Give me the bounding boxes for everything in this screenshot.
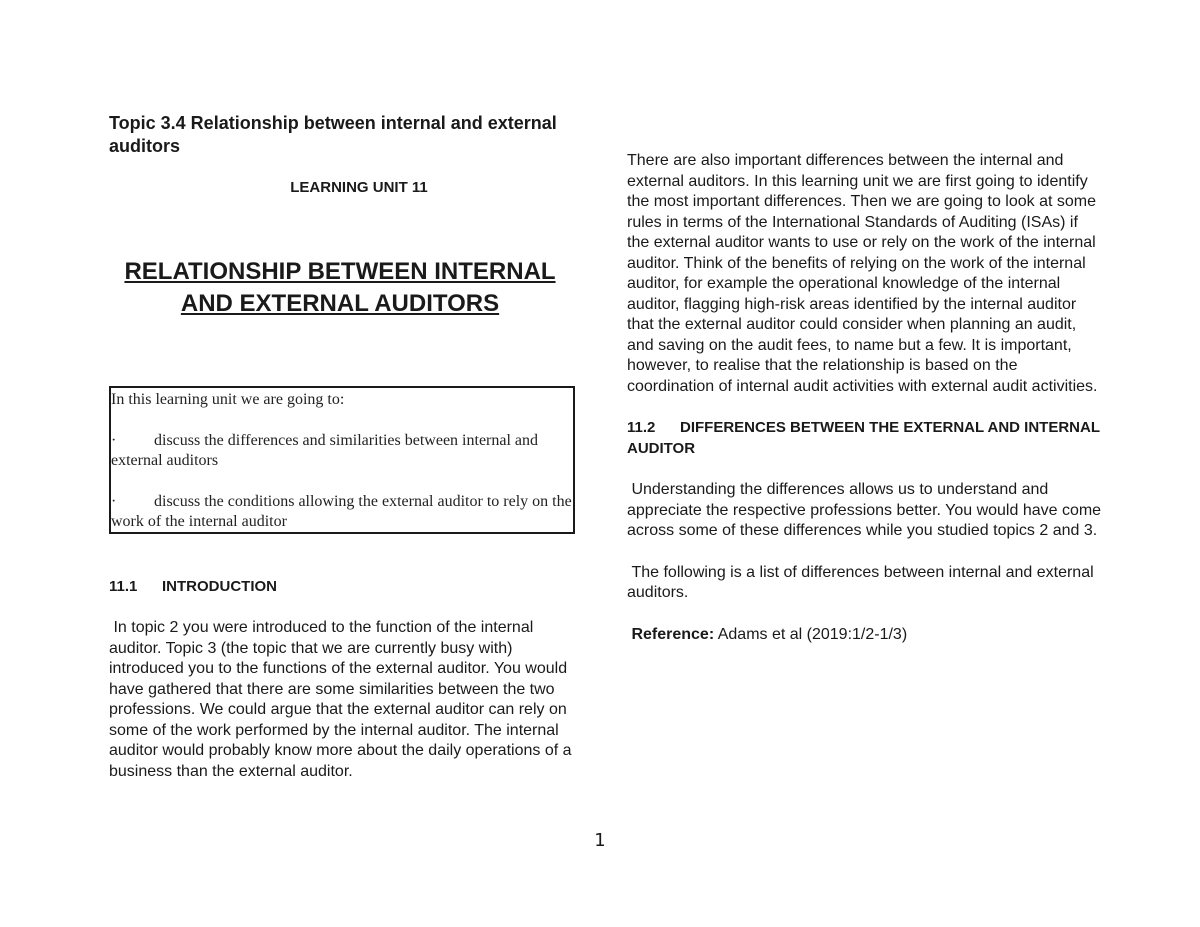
objectives-intro: In this learning unit we are going to: [111, 391, 345, 408]
section-number: 11.1 [109, 578, 138, 595]
objective-item [111, 492, 573, 532]
objective-item [111, 431, 573, 471]
reference-label: Reference: [627, 625, 715, 643]
section-heading-differences [627, 417, 1102, 459]
bullet-icon: · [111, 432, 117, 449]
bullet-icon: · [111, 493, 117, 510]
section-title: DIFFERENCES BETWEEN THE EXTERNAL AND INTERNAL AUDITOR [627, 419, 1100, 457]
left-column [109, 112, 579, 782]
main-heading: RELATIONSHIP BETWEEN INTERNAL AND EXTERNAL AUDITORS [124, 258, 556, 317]
reference-line [627, 625, 1102, 646]
differences-overview-paragraph: There are also important differences between the internal and external auditors. In this learning unit we are first going to identify the most important differences. Then we are going to look at some rules in terms of the International Standards of Auditing (ISAs) if the external auditor wants to use or rely on the work of the internal auditor. Think of the benefits of relying on the work of the internal auditor, for example the operational knowledge of the internal auditor, flagging high-risk areas identified by the internal auditor that the external auditor could consider when planning an audit, and saving on the audit fees, to name but a few. It is important, however, to realise that the relationship is based on the coordination of internal audit activities with external audit activities. [627, 152, 1098, 395]
understanding-paragraph: Understanding the differences allows us to understand and appreciate the respective professions better. You would have come across some of these differences while you studied topics 2 and 3. [627, 481, 1106, 539]
topic-title: Topic 3.4 Relationship between internal and external auditors [109, 113, 557, 156]
page-number: 1 [594, 830, 606, 851]
introduction-paragraph: In topic 2 you were introduced to the function of the internal auditor. Topic 3 (the topic that we are currently busy with) introduced you to the functions of the external auditor. You would have gathered that there are some similarities between the two professions. We could argue that the external auditor can rely on some of the work performed by the internal auditor. The internal auditor would probably know more about the daily operations of a business than the external auditor. [109, 619, 576, 780]
section-number: 11.2 [627, 419, 656, 436]
list-intro-paragraph: The following is a list of differences between internal and external auditors. [627, 563, 1099, 601]
right-column [627, 151, 1106, 645]
learning-unit-label: LEARNING UNIT 11 [290, 179, 428, 196]
reference-text: Adams et al (2019:1/2-1/3) [714, 625, 908, 643]
section-title: INTRODUCTION [162, 578, 277, 595]
section-heading-introduction [109, 576, 579, 597]
learning-objectives-box [109, 386, 575, 534]
objective-text: discuss the differences and similarities between internal and external auditors [111, 432, 539, 469]
objective-text: discuss the conditions allowing the external auditor to rely on the work of the internal auditor [111, 493, 572, 530]
